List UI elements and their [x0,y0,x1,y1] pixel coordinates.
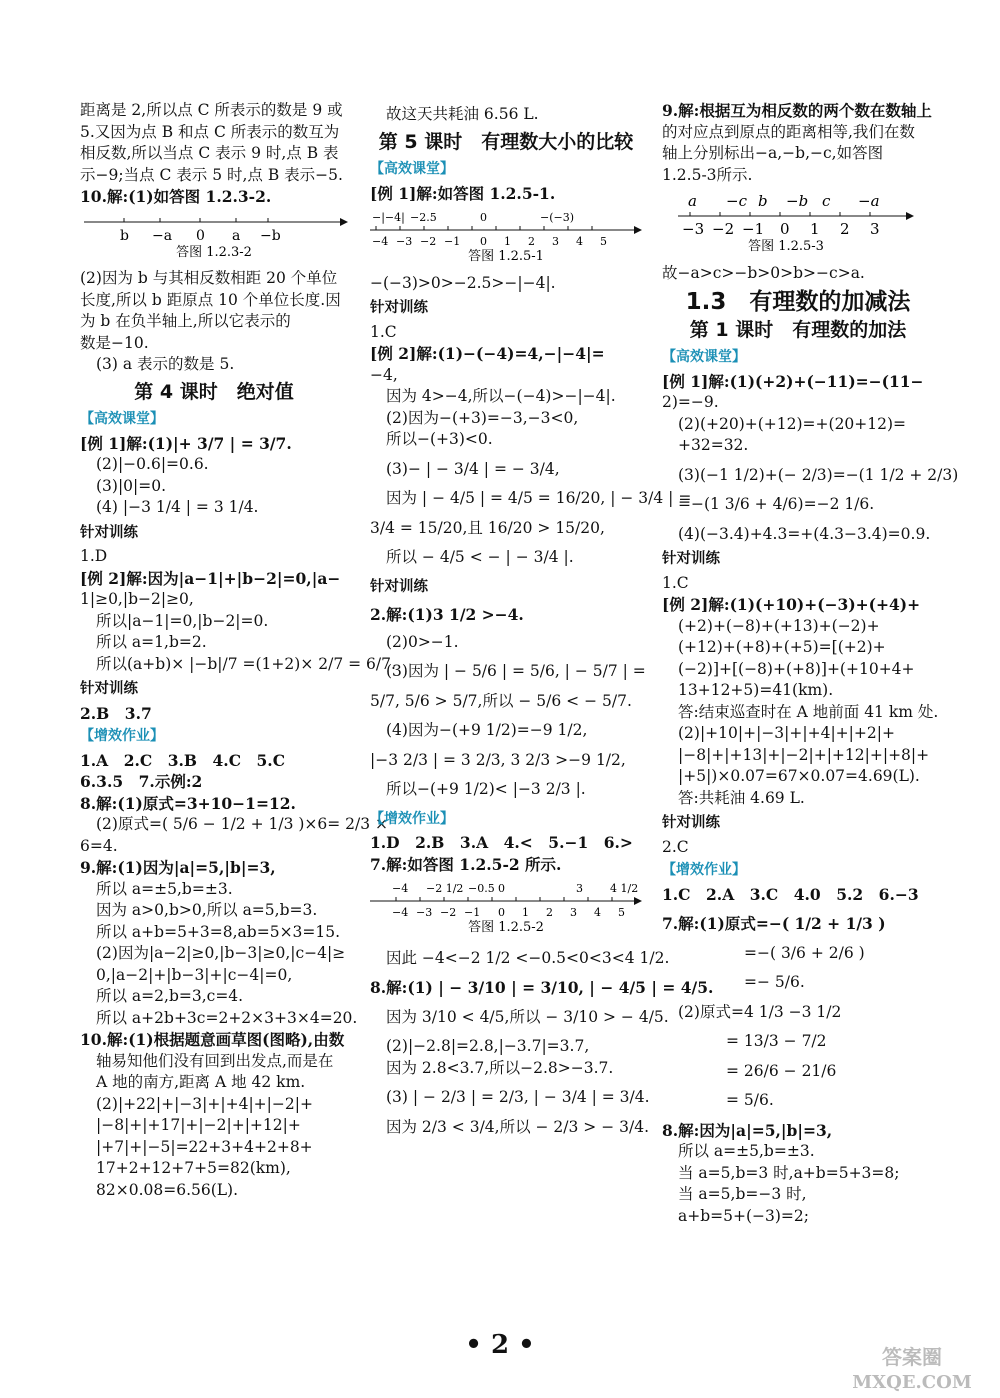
text-line: 答:结束巡查时在 A 地前面 41 km 处. [678,702,939,721]
number-line-1-2-3-2 [80,212,348,258]
text-line: 因为 | − 4/5 | = 4/5 = 16/20, | − 3/4 | = [386,489,692,507]
text-line: (4)(−3.4)+4.3=+(4.3−3.4)=0.9. [678,524,931,543]
text-line: 7.解:如答图 1.2.5-2 所示. [370,854,562,874]
fig-label: −c [726,192,747,210]
tick-label: 5 [600,235,607,248]
text-line: A 地的南方,距离 A 地 42 km. [96,1073,306,1091]
text-line: 所以 a=1,b=2. [96,633,207,651]
subheading: 针对训练 [662,551,720,567]
text-line: (2)原式=4 1/3 −3 1/2 [678,1002,842,1021]
text-line: 答:共耗油 4.69 L. [678,788,805,807]
svg-text:答案圈: 答案圈 [882,1345,942,1369]
text-line: 8.解:(1) | − 3/10 | = 3/10, | − 4/5 | = 4/5. [370,978,714,997]
text-line: (2)(+20)+(+12)=+(20+12)= [678,414,907,433]
subheading: 针对训练 [80,681,138,697]
section-tag: 【增效作业】 [370,810,454,827]
text-line: 7.解:(1)原式=−( 1/2 + 1/3 ) [662,914,886,933]
text-line: 1.C [662,573,689,592]
text-line: 因为 2.8<3.7,所以−2.8>−3.7. [386,1058,614,1077]
text-line: (2)因为|a−2|≥0,|b−3|≥0,|c−4|≥ [96,944,346,962]
text-line: [例 1]解:(1)|+ 3/7 | = 3/7. [80,433,292,453]
tick-label: 4 [576,235,583,248]
text-line: 1.C 2.A 3.C 4.0 5.2 6.−3 [662,884,919,904]
section-tag: 【增效作业】 [662,862,746,878]
tick-label: 4 [594,906,601,919]
text-line: [例 2]解:因为|a−1|+|b−2|=0,|a− [80,568,341,588]
tick-label: 3 [570,906,577,919]
subheading: 针对训练 [370,300,428,316]
text-line: 9.解:(1)因为|a|=5,|b|=3, [80,858,276,877]
text-line: 当 a=5,b=−3 时, [678,1185,807,1203]
text-line: 3/4 = 15/20,且 16/20 > 15/20, [370,518,605,537]
text-line: 82×0.08=6.56(L). [96,1180,239,1199]
chapter-title: 1.3 有理数的加减法 [685,289,911,315]
text-line: −4, [370,365,398,384]
section-title: 第 4 课时 绝对值 [134,380,294,403]
text-line: (+12)+(+8)+(+5)=[(+2)+ [678,638,886,656]
text-line: = 5/6. [726,1091,774,1109]
text-line: 8.解:因为|a|=5,|b|=3, [662,1120,833,1140]
section-tag: 【高效课堂】 [80,411,164,427]
text-line: [例 1]解:如答图 1.2.5-1. [370,183,556,203]
text-line: (3) | − 2/3 | = 2/3, | − 3/4 | = 3/4. [386,1088,650,1106]
fig-label: 4 1/2 [610,882,639,895]
section-tag: 【高效课堂】 [662,349,746,365]
page-number: • 2 • [465,1330,535,1360]
number-line-1-2-5-3 [662,190,934,252]
fig-label: −4 [392,882,409,895]
text-line: 6.3.5 7.示例:2 [80,772,203,791]
text-line: |−3 2/3 | = 3 2/3, 3 2/3 >−9 1/2, [370,750,626,769]
text-line: =−(1 3/6 + 4/6)=−2 1/6. [678,495,875,513]
text-line: 因此 −4<−2 1/2 <−0.5<0<3<4 1/2. [386,948,670,967]
fig-label: −0.5 [468,882,495,895]
text-line: 2.解:(1)3 1/2 >−4. [370,605,524,624]
text-line: (3)− | − 3/4 | = − 3/4, [386,459,560,478]
text-line: 当 a=5,b=3 时,a+b=5+3=8; [678,1163,900,1182]
tick-label: −3 [416,906,433,919]
text-line: 所以 a=±5,b=±3. [678,1142,815,1160]
column-right [662,100,959,1227]
text-line: 长度,所以 b 距原点 10 个单位长度.因 [80,290,341,309]
text-line: 所以(a+b)× |−b|/7 =(1+2)× 2/7 = 6/7. [96,654,396,673]
tick-label: −2 [420,235,437,248]
section-title: 第 5 课时 有理数大小的比较 [378,130,634,153]
number-line-figure [370,208,642,269]
fig-label: 3 [576,882,583,895]
text-line: (3) a 表示的数是 5. [96,355,235,373]
text-line: |−8|+|+13|+|−2|+|+12|+|+8|+ [678,745,930,764]
text-line: (3)(−1 1/2)+(− 2/3)=−(1 1/2 + 2/3) [678,465,959,484]
tick-label: 0 [780,220,790,238]
text-line: (2)因为−(+3)=−3,−3<0, [386,408,579,427]
number-line-figure [370,879,642,940]
text-line: 所以 − 4/5 < − | − 3/4 |. [386,548,574,566]
text-line: 因为 4>−4,所以−(−4)>−|−4|. [386,387,616,405]
text-line: (2)0>−1. [386,632,459,651]
text-line: =− 5/6. [744,973,805,991]
text-line: 示−9;当点 C 表示 5 时,点 B 表示−5. [80,165,343,184]
text-line: 17+2+12+7+5=82(km), [96,1159,291,1177]
text-line: 距离是 2,所以点 C 所表示的数是 9 或 [80,101,343,119]
tick-label: −3 [682,220,705,238]
text-line: (2)|−0.6|=0.6. [96,455,209,473]
fig-label: 0 [498,882,505,895]
tick-label: −1 [742,220,765,238]
tick-label: 3 [870,220,880,238]
text-line: 所以−(+9 1/2)< |−3 2/3 |. [386,780,586,798]
text-line: 5/7, 5/6 > 5/7,所以 − 5/6 < − 5/7. [370,691,632,710]
fig-label: −|−4| [372,211,405,224]
section-title: 第 1 课时 有理数的加法 [689,318,907,341]
tick-label: −4 [392,906,409,919]
text-line: 所以|a−1|=0,|b−2|=0. [96,611,269,630]
fig-label: 0 [480,211,487,224]
text-line: 0,|a−2|+|b−3|+|c−4|=0, [96,965,293,984]
text-line: 的对应点到原点的距离相等,我们在数 [662,122,915,141]
fig-caption: 答图 1.2.3-2 [176,244,252,260]
text-line: (2)|+10|+|−3|+|+4|+|+2|+ [678,724,895,742]
fig-label: c [822,192,831,210]
text-line: =−( 3/6 + 2/6 ) [744,943,865,962]
text-line: [例 2]解:(1)(+10)+(−3)+(+4)+ [662,595,921,614]
fig-label: −a [858,192,880,210]
text-line: 2.C [662,837,689,856]
text-line: 所以 a+b=5+3=8,ab=5×3=15. [96,922,341,941]
fig-caption: 答图 1.2.5-2 [468,920,544,935]
fig-caption: 答图 1.2.5-1 [468,249,544,264]
text-line: (3)|0|=0. [96,476,167,495]
tick-label: 5 [618,906,625,919]
fig-label: −2 1/2 [426,882,464,895]
subheading: 针对训练 [662,815,720,831]
text-line: 故−a>c>−b>0>b>−c>a. [662,263,865,282]
text-line: a+b=5+(−3)=2; [678,1206,810,1225]
number-line-figure [662,190,934,259]
text-line: (2)因为 b 与其相反数相距 20 个单位 [80,269,338,287]
tick-label: 1 [810,220,820,238]
fig-label: b [758,192,768,210]
text-line: 轴上分别标出−a,−b,−c,如答图 [662,144,884,162]
fig-label: b [120,227,129,244]
tick-label: 3 [552,235,559,248]
number-line-figure [80,212,348,265]
tick-label: −2 [440,906,457,919]
text-line: (−2)]+[(−8)+(+8)]+(+10+4+ [678,659,915,678]
fig-label: −2.5 [410,211,437,224]
text-line: 2)=−9. [662,393,719,411]
tick-label: 2 [546,906,553,919]
text-line: 故这天共耗油 6.56 L. [386,105,539,123]
fig-label: −a [152,227,173,244]
text-line: |−8|+|+17|+|−2|+|+12|+ [96,1116,301,1134]
tick-label: 1 [522,906,529,919]
number-line-1-2-5-1 [370,208,642,262]
text-line: = 13/3 − 7/2 [726,1032,827,1050]
text-line: |+7|+|−5|=22+3+4+2+8+ [96,1137,313,1156]
text-line: (2)原式=( 5/6 − 1/2 + 1/3 )×6= 2/3 × [96,815,389,833]
tick-label: 2 [528,235,535,248]
text-line: 2.B 3.7 [80,703,152,723]
fig-label: −(−3) [540,211,575,224]
tick-label: 0 [498,906,505,919]
text-line: 1.D [80,547,108,565]
tick-label: 0 [480,235,487,248]
text-line: 10.解:(1)如答图 1.2.3-2. [80,187,272,206]
subheading: 针对训练 [370,578,428,595]
text-line: 因为 a>0,b>0,所以 a=5,b=3. [96,901,318,919]
text-line: +32=32. [678,436,749,454]
text-line: 轴易知他们没有回到出发点,而是在 [96,1051,334,1070]
fig-label: −b [786,192,809,210]
text-line: 1.A 2.C 3.B 4.C 5.C [80,750,286,770]
text-line: [例 1]解:(1)(+2)+(−11)=−(11− [662,371,924,391]
subheading: 针对训练 [80,524,138,541]
watermark-logo [830,1342,995,1394]
text-line: = 26/6 − 21/6 [726,1061,837,1080]
fig-label: a [688,192,697,210]
tick-label: −1 [464,906,481,919]
number-line-1-2-5-2 [370,879,642,933]
text-line: 13+12+5)=41(km). [678,681,834,699]
text-line: 1.2.5-3所示. [662,165,753,184]
text-line: (4)因为−(+9 1/2)=−9 1/2, [386,721,588,739]
svg-text:MXQE.COM: MXQE.COM [852,1372,972,1393]
text-line: (2)|−2.8|=2.8,|−3.7|=3.7, [386,1037,590,1055]
text-line: 所以 a=±5,b=±3. [96,879,233,898]
text-line: [例 2]解:(1)−(−4)=4,−|−4|= [370,344,605,363]
text-line: 9.解:根据互为相反数的两个数在数轴上 [662,101,932,120]
tick-label: −2 [712,220,735,238]
fig-caption: 答图 1.2.5-3 [748,239,824,254]
text-line: (+2)+(−8)+(+13)+(−2)+ [678,616,880,635]
text-line: 所以−(+3)<0. [386,430,493,448]
tick-label: −3 [396,235,413,248]
text-line: 因为 3/10 < 4/5,所以 − 3/10 > − 4/5. [386,1007,669,1026]
text-line: 因为 2/3 < 3/4,所以 − 2/3 > − 3/4. [386,1117,650,1136]
section-tag: 【高效课堂】 [370,161,454,177]
text-line: 所以 a+2b+3c=2+2×3+3×4=20. [96,1008,358,1027]
fig-label: −b [260,227,281,244]
text-line: 8.解:(1)原式=3+10−1=12. [80,793,296,813]
text-line: (2)|+22|+|−3|+|+4|+|−2|+ [96,1094,313,1113]
text-line: 6=4. [80,836,118,855]
text-line: 为 b 在负半轴上,所以它表示的 [80,312,291,330]
text-line: 1.D 2.B 3.A 4.< 5.−1 6.> [370,833,633,852]
tick-label: 1 [504,235,511,248]
section-tag: 【增效作业】 [80,728,164,744]
tick-label: 2 [840,220,850,238]
text-line: 所以 a=2,b=3,c=4. [96,987,244,1005]
text-line: 相反数,所以当点 C 表示 9 时,点 B 表 [80,144,339,162]
text-line: 1|≥0,|b−2|≥0, [80,590,194,608]
tick-label: −4 [372,235,389,248]
tick-label: −1 [444,235,461,248]
text-line: 5.又因为点 B 和点 C 所表示的数互为 [80,122,340,141]
text-line: |+5|)×0.07=67×0.07=4.69(L). [678,767,920,785]
fig-label: a [232,227,241,244]
text-line: (4) |−3 1/4 | = 3 1/4. [96,498,259,516]
text-line: 数是−10. [80,333,149,352]
fig-label: 0 [196,227,205,244]
text-line: −(−3)>0>−2.5>−|−4|. [370,273,556,292]
text-line: 10.解:(1)根据题意画草图(图略),由数 [80,1030,345,1049]
text-line: (3)因为 | − 5/6 | = 5/6, | − 5/7 | = [386,662,646,680]
text-line: 1.C [370,322,397,341]
